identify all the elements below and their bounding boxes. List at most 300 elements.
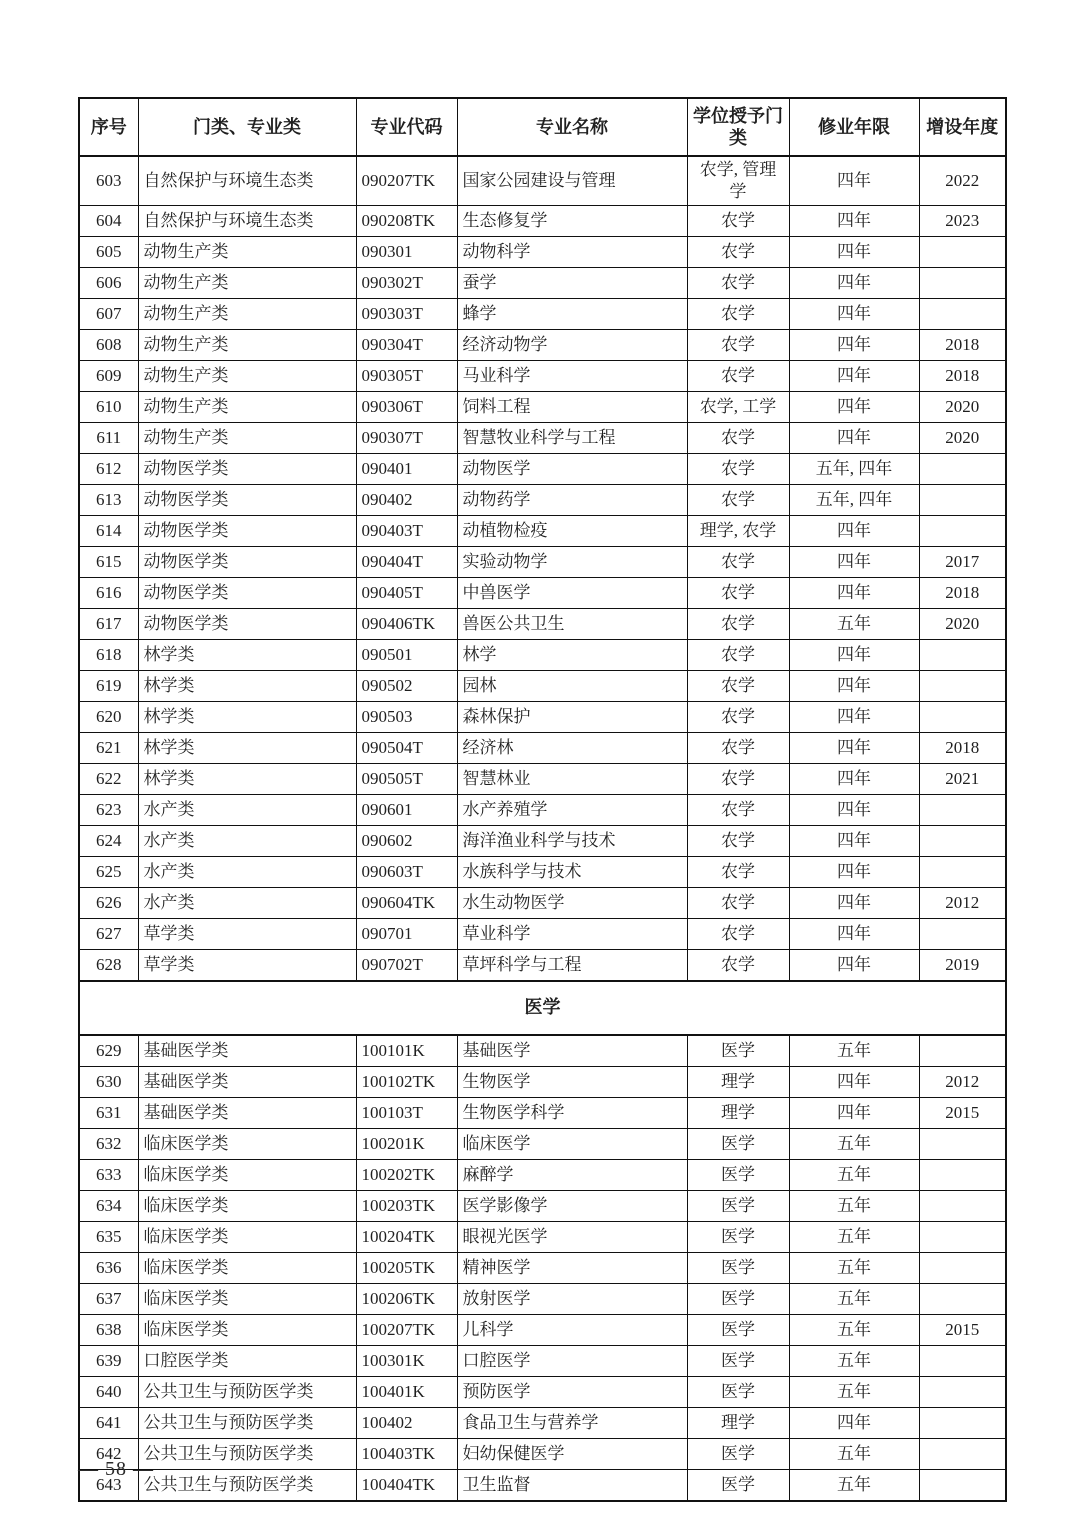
name-cell: 智慧牧业科学与工程 [457,423,687,454]
year-cell: 2017 [919,547,1006,578]
code-cell: 090406TK [356,609,457,640]
year-cell [919,1222,1006,1253]
degree-cell: 医学 [687,1129,789,1160]
table-row [79,392,1006,423]
degree-cell: 医学 [687,1035,789,1067]
name-cell: 食品卫生与营养学 [457,1408,687,1439]
serial-cell: 632 [79,1129,138,1160]
serial-cell: 620 [79,702,138,733]
col-header-degree: 学位授予门类 [687,98,789,156]
duration-cell: 五年, 四年 [789,454,919,485]
duration-cell: 四年 [789,578,919,609]
duration-cell: 五年 [789,1470,919,1502]
year-cell [919,1470,1006,1502]
name-cell: 精神医学 [457,1253,687,1284]
degree-cell: 农学 [687,795,789,826]
degree-cell: 农学 [687,702,789,733]
serial-cell: 627 [79,919,138,950]
code-cell: 100203TK [356,1191,457,1222]
name-cell: 智慧林业 [457,764,687,795]
duration-cell: 四年 [789,423,919,454]
year-cell [919,1439,1006,1470]
duration-cell: 五年 [789,1160,919,1191]
degree-cell: 医学 [687,1439,789,1470]
duration-cell: 五年 [789,1035,919,1067]
year-cell [919,1377,1006,1408]
category-cell: 动物医学类 [138,485,356,516]
table-row [79,888,1006,919]
degree-cell: 农学 [687,547,789,578]
degree-cell: 农学 [687,237,789,268]
table-row [79,826,1006,857]
code-cell: 090604TK [356,888,457,919]
name-cell: 马业科学 [457,361,687,392]
table-row [79,919,1006,950]
code-cell: 090505T [356,764,457,795]
degree-cell: 农学 [687,919,789,950]
code-cell: 090305T [356,361,457,392]
category-cell: 临床医学类 [138,1160,356,1191]
code-cell: 090304T [356,330,457,361]
name-cell: 动植物检疫 [457,516,687,547]
duration-cell: 五年 [789,1222,919,1253]
duration-cell: 四年 [789,919,919,950]
degree-cell: 农学 [687,888,789,919]
duration-cell: 四年 [789,330,919,361]
category-cell: 动物医学类 [138,454,356,485]
year-cell: 2015 [919,1098,1006,1129]
code-cell: 090701 [356,919,457,950]
code-cell: 090405T [356,578,457,609]
year-cell [919,640,1006,671]
serial-cell: 621 [79,733,138,764]
category-cell: 动物生产类 [138,361,356,392]
degree-cell: 医学 [687,1253,789,1284]
duration-cell: 四年 [789,299,919,330]
serial-cell: 610 [79,392,138,423]
serial-cell: 628 [79,950,138,982]
category-cell: 临床医学类 [138,1315,356,1346]
col-header-code: 专业代码 [356,98,457,156]
year-cell [919,268,1006,299]
year-cell [919,857,1006,888]
code-cell: 100103T [356,1098,457,1129]
name-cell: 临床医学 [457,1129,687,1160]
serial-cell: 643 [79,1470,138,1502]
serial-cell: 634 [79,1191,138,1222]
category-cell: 水产类 [138,857,356,888]
table-row [79,516,1006,547]
code-cell: 090501 [356,640,457,671]
table-row [79,1315,1006,1346]
code-cell: 090303T [356,299,457,330]
year-cell [919,485,1006,516]
serial-cell: 631 [79,1098,138,1129]
year-cell [919,1346,1006,1377]
name-cell: 实验动物学 [457,547,687,578]
year-cell [919,1191,1006,1222]
code-cell: 090301 [356,237,457,268]
code-cell: 090307T [356,423,457,454]
year-cell: 2020 [919,423,1006,454]
table-row [79,547,1006,578]
serial-cell: 609 [79,361,138,392]
name-cell: 兽医公共卫生 [457,609,687,640]
duration-cell: 四年 [789,702,919,733]
year-cell [919,516,1006,547]
serial-cell: 622 [79,764,138,795]
serial-cell: 630 [79,1067,138,1098]
year-cell: 2018 [919,578,1006,609]
degree-cell: 农学 [687,857,789,888]
category-cell: 动物医学类 [138,516,356,547]
serial-cell: 611 [79,423,138,454]
table-row [79,733,1006,764]
table-row [79,578,1006,609]
duration-cell: 四年 [789,888,919,919]
duration-cell: 四年 [789,547,919,578]
majors-table [78,97,1007,1502]
table-row [79,423,1006,454]
year-cell: 2023 [919,206,1006,237]
section-row [79,981,1006,1035]
duration-cell: 五年 [789,1315,919,1346]
serial-cell: 608 [79,330,138,361]
category-cell: 林学类 [138,702,356,733]
table-row [79,1439,1006,1470]
duration-cell: 五年 [789,1377,919,1408]
degree-cell: 理学 [687,1067,789,1098]
year-cell: 2018 [919,330,1006,361]
category-cell: 林学类 [138,764,356,795]
category-cell: 基础医学类 [138,1098,356,1129]
degree-cell: 农学 [687,330,789,361]
code-cell: 090302T [356,268,457,299]
degree-cell: 医学 [687,1284,789,1315]
code-cell: 090402 [356,485,457,516]
duration-cell: 四年 [789,206,919,237]
name-cell: 预防医学 [457,1377,687,1408]
duration-cell: 四年 [789,950,919,982]
category-cell: 基础医学类 [138,1035,356,1067]
duration-cell: 五年 [789,1439,919,1470]
category-cell: 水产类 [138,888,356,919]
degree-cell: 农学 [687,733,789,764]
code-cell: 090601 [356,795,457,826]
code-cell: 090306T [356,392,457,423]
degree-cell: 医学 [687,1191,789,1222]
serial-cell: 641 [79,1408,138,1439]
code-cell: 100204TK [356,1222,457,1253]
category-cell: 动物生产类 [138,330,356,361]
year-cell [919,1253,1006,1284]
year-cell [919,1408,1006,1439]
serial-cell: 626 [79,888,138,919]
degree-cell: 医学 [687,1346,789,1377]
degree-cell: 理学 [687,1098,789,1129]
degree-cell: 医学 [687,1470,789,1502]
name-cell: 蜂学 [457,299,687,330]
serial-cell: 603 [79,156,138,206]
duration-cell: 四年 [789,1408,919,1439]
degree-cell: 理学 [687,1408,789,1439]
page-number: — 58 — [78,1458,154,1480]
year-cell: 2019 [919,950,1006,982]
name-cell: 放射医学 [457,1284,687,1315]
name-cell: 水产养殖学 [457,795,687,826]
category-cell: 临床医学类 [138,1191,356,1222]
duration-cell: 四年 [789,361,919,392]
category-cell: 临床医学类 [138,1284,356,1315]
code-cell: 100102TK [356,1067,457,1098]
serial-cell: 636 [79,1253,138,1284]
table-row [79,857,1006,888]
duration-cell: 四年 [789,764,919,795]
category-cell: 水产类 [138,826,356,857]
category-cell: 口腔医学类 [138,1346,356,1377]
table-row [79,609,1006,640]
year-cell [919,1035,1006,1067]
degree-cell: 农学, 工学 [687,392,789,423]
table-row [79,764,1006,795]
code-cell: 090602 [356,826,457,857]
code-cell: 090603T [356,857,457,888]
name-cell: 儿科学 [457,1315,687,1346]
table-row [79,1346,1006,1377]
category-cell: 林学类 [138,671,356,702]
degree-cell: 理学, 农学 [687,516,789,547]
duration-cell: 四年 [789,392,919,423]
section-header-cell: 医学 [79,981,1006,1035]
name-cell: 医学影像学 [457,1191,687,1222]
duration-cell: 四年 [789,826,919,857]
header-row [79,98,1006,156]
serial-cell: 642 [79,1439,138,1470]
code-cell: 090404T [356,547,457,578]
table-row [79,361,1006,392]
serial-cell: 604 [79,206,138,237]
table-row [79,1035,1006,1067]
name-cell: 基础医学 [457,1035,687,1067]
duration-cell: 四年 [789,671,919,702]
code-cell: 100205TK [356,1253,457,1284]
serial-cell: 617 [79,609,138,640]
category-cell: 动物生产类 [138,237,356,268]
year-cell: 2020 [919,609,1006,640]
code-cell: 100202TK [356,1160,457,1191]
category-cell: 草学类 [138,950,356,982]
category-cell: 基础医学类 [138,1067,356,1098]
table-row [79,640,1006,671]
name-cell: 经济林 [457,733,687,764]
duration-cell: 五年 [789,1284,919,1315]
table-row [79,1160,1006,1191]
duration-cell: 四年 [789,1067,919,1098]
name-cell: 动物科学 [457,237,687,268]
year-cell [919,702,1006,733]
duration-cell: 四年 [789,156,919,206]
category-cell: 临床医学类 [138,1222,356,1253]
duration-cell: 五年 [789,1129,919,1160]
category-cell: 动物医学类 [138,547,356,578]
degree-cell: 医学 [687,1222,789,1253]
year-cell [919,795,1006,826]
degree-cell: 农学 [687,206,789,237]
category-cell: 自然保护与环境生态类 [138,156,356,206]
category-cell: 动物生产类 [138,268,356,299]
year-cell: 2022 [919,156,1006,206]
code-cell: 090702T [356,950,457,982]
col-header-name: 专业名称 [457,98,687,156]
code-cell: 100402 [356,1408,457,1439]
year-cell: 2021 [919,764,1006,795]
majors-table-container [78,97,1005,1502]
code-cell: 090503 [356,702,457,733]
degree-cell: 农学 [687,485,789,516]
year-cell: 2018 [919,361,1006,392]
table-row [79,795,1006,826]
code-cell: 100101K [356,1035,457,1067]
name-cell: 动物医学 [457,454,687,485]
category-cell: 林学类 [138,733,356,764]
serial-cell: 639 [79,1346,138,1377]
category-cell: 公共卫生与预防医学类 [138,1377,356,1408]
degree-cell: 农学 [687,578,789,609]
duration-cell: 五年 [789,1191,919,1222]
table-header [79,98,1006,156]
year-cell: 2018 [919,733,1006,764]
code-cell: 090504T [356,733,457,764]
table-row [79,268,1006,299]
code-cell: 090207TK [356,156,457,206]
duration-cell: 四年 [789,268,919,299]
duration-cell: 四年 [789,857,919,888]
table-row [79,1284,1006,1315]
table-body [79,156,1006,1501]
year-cell [919,1284,1006,1315]
table-row [79,206,1006,237]
name-cell: 森林保护 [457,702,687,733]
category-cell: 临床医学类 [138,1253,356,1284]
year-cell: 2015 [919,1315,1006,1346]
serial-cell: 615 [79,547,138,578]
year-cell: 2020 [919,392,1006,423]
code-cell: 090502 [356,671,457,702]
name-cell: 口腔医学 [457,1346,687,1377]
name-cell: 海洋渔业科学与技术 [457,826,687,857]
serial-cell: 606 [79,268,138,299]
table-row [79,156,1006,206]
name-cell: 水生动物医学 [457,888,687,919]
name-cell: 国家公园建设与管理 [457,156,687,206]
degree-cell: 农学, 管理学 [687,156,789,206]
name-cell: 动物药学 [457,485,687,516]
name-cell: 园林 [457,671,687,702]
table-row [79,950,1006,982]
category-cell: 自然保护与环境生态类 [138,206,356,237]
col-header-year: 增设年度 [919,98,1006,156]
degree-cell: 农学 [687,423,789,454]
code-cell: 090403T [356,516,457,547]
year-cell [919,1160,1006,1191]
table-row [79,1222,1006,1253]
category-cell: 动物生产类 [138,423,356,454]
category-cell: 临床医学类 [138,1129,356,1160]
year-cell [919,671,1006,702]
degree-cell: 医学 [687,1160,789,1191]
degree-cell: 农学 [687,609,789,640]
degree-cell: 农学 [687,361,789,392]
serial-cell: 625 [79,857,138,888]
category-cell: 动物医学类 [138,578,356,609]
table-row [79,702,1006,733]
degree-cell: 农学 [687,640,789,671]
code-cell: 100301K [356,1346,457,1377]
year-cell [919,826,1006,857]
col-header-duration: 修业年限 [789,98,919,156]
serial-cell: 637 [79,1284,138,1315]
degree-cell: 农学 [687,671,789,702]
serial-cell: 635 [79,1222,138,1253]
name-cell: 水族科学与技术 [457,857,687,888]
category-cell: 公共卫生与预防医学类 [138,1408,356,1439]
category-cell: 动物生产类 [138,392,356,423]
year-cell [919,1129,1006,1160]
duration-cell: 四年 [789,795,919,826]
table-row [79,330,1006,361]
table-row [79,1408,1006,1439]
name-cell: 蚕学 [457,268,687,299]
name-cell: 麻醉学 [457,1160,687,1191]
name-cell: 草坪科学与工程 [457,950,687,982]
duration-cell: 五年, 四年 [789,485,919,516]
duration-cell: 五年 [789,609,919,640]
duration-cell: 五年 [789,1253,919,1284]
code-cell: 090208TK [356,206,457,237]
serial-cell: 638 [79,1315,138,1346]
name-cell: 生物医学 [457,1067,687,1098]
table-row [79,1377,1006,1408]
duration-cell: 四年 [789,237,919,268]
duration-cell: 四年 [789,733,919,764]
duration-cell: 四年 [789,640,919,671]
year-cell [919,454,1006,485]
serial-cell: 618 [79,640,138,671]
duration-cell: 四年 [789,516,919,547]
table-row [79,1253,1006,1284]
name-cell: 经济动物学 [457,330,687,361]
category-cell: 水产类 [138,795,356,826]
serial-cell: 613 [79,485,138,516]
serial-cell: 633 [79,1160,138,1191]
degree-cell: 医学 [687,1377,789,1408]
serial-cell: 623 [79,795,138,826]
serial-cell: 629 [79,1035,138,1067]
name-cell: 林学 [457,640,687,671]
category-cell: 林学类 [138,640,356,671]
code-cell: 090401 [356,454,457,485]
col-header-category: 门类、专业类 [138,98,356,156]
degree-cell: 医学 [687,1315,789,1346]
degree-cell: 农学 [687,826,789,857]
table-row [79,237,1006,268]
name-cell: 饲料工程 [457,392,687,423]
category-cell: 草学类 [138,919,356,950]
code-cell: 100404TK [356,1470,457,1502]
degree-cell: 农学 [687,299,789,330]
code-cell: 100201K [356,1129,457,1160]
year-cell [919,919,1006,950]
